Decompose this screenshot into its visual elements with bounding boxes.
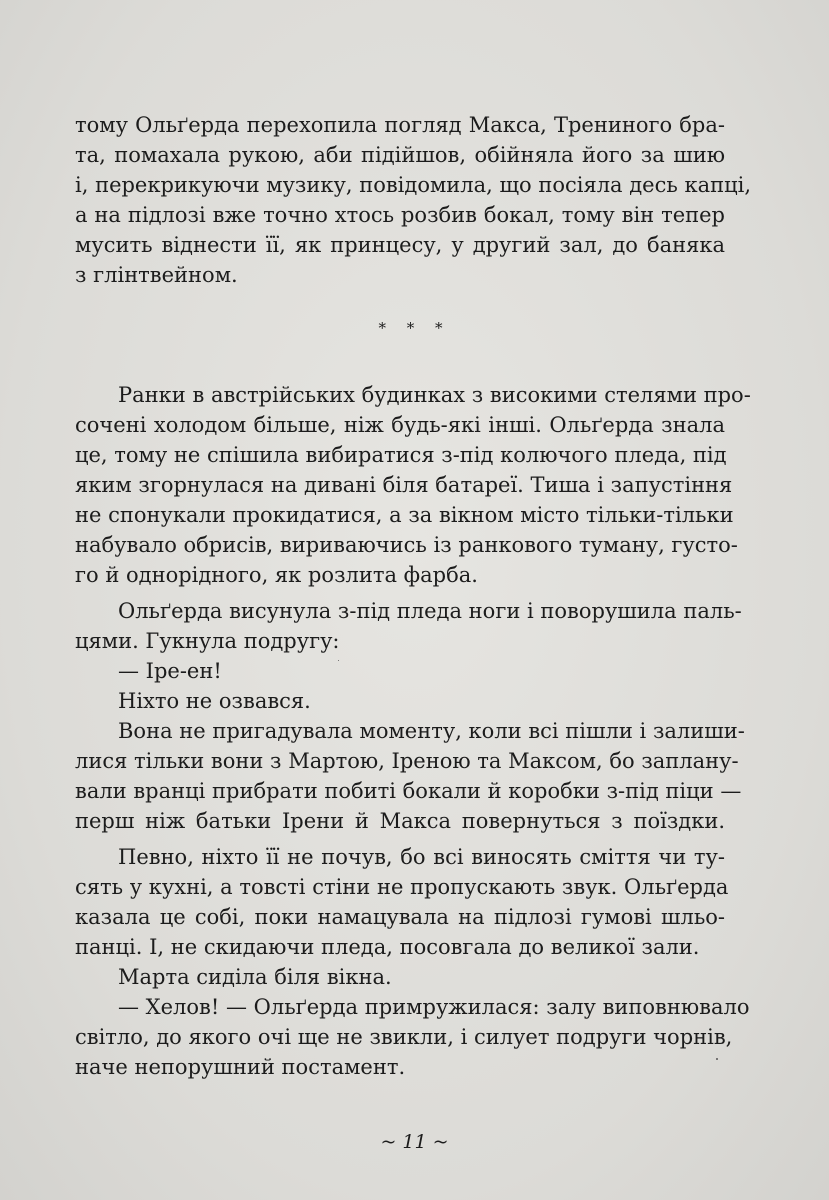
text-line: мусить віднести її, як принцесу, у другий зал, до баняка [75,233,725,257]
text-line: набувало обрисів, вириваючись із ранкового туману, густо- [75,533,738,557]
text-line: панці. І, не скидаючи пледа, посовгала до великої зали. [75,935,700,959]
text-line: перш ніж батьки Ірени й Макса повернуться з поїздки. [75,809,725,833]
text-line: вали вранці прибрати побиті бокали й коробки з-під піци — [75,779,742,803]
dialogue-line: — Хелов! — Ольґерда примружилася: залу виповнювало [118,995,750,1019]
dialogue-line: — Іре-ен! [118,659,222,683]
text-line: тому Ольґерда перехопила погляд Макса, Трениного бра- [75,113,725,137]
text-line: Вона не пригадувала моменту, коли всі пішли і залиши- [118,719,745,743]
paper-speck [338,660,339,661]
text-line: лися тільки вони з Мартою, Іреною та Максом, бо заплану- [75,749,739,773]
text-line: Ольґерда висунула з-під пледа ноги і поворушила паль- [118,599,742,623]
text-line: з глінтвейном. [75,263,238,287]
page-number: ~ 11 ~ [380,1131,449,1153]
text-line: наче непорушний постамент. [75,1055,406,1079]
text-line: це, тому не спішила вибиратися з-під колючого пледа, під [75,443,727,467]
text-line: і, перекрикуючи музику, повідомила, що посіяла десь капці, [75,173,752,197]
text-line: Певно, ніхто її не почув, бо всі виносять сміття чи ту- [118,845,725,869]
text-line: сочені холодом більше, ніж будь-які інші. Ольґерда знала [75,413,725,437]
text-line: не спонукали прокидатися, а за вікном місто тільки-тільки [75,503,734,527]
text-line: сять у кухні, а товсті стіни не пропускають звук. Ольґерда [75,875,729,899]
text-line: цями. Гукнула подругу: [75,629,340,653]
text-line: світло, до якого очі ще не звикли, і силует подруги чорнів, [75,1025,733,1049]
section-break: * * * [378,319,451,337]
text-line: яким згорнулася на дивані біля батареї. Тиша і запустіння [75,473,733,497]
text-line: казала це собі, поки намацувала на підлозі гумові шльо- [75,905,725,929]
text-line: Марта сиділа біля вікна. [118,965,392,989]
paper-speck [716,1058,718,1060]
text-line: та, помахала рукою, аби підійшов, обійняла його за шию [75,143,725,167]
text-line: Ніхто не озвався. [118,689,311,713]
text-line: Ранки в австрійських будинках з високими стелями про- [118,383,751,407]
text-line: а на підлозі вже точно хтось розбив бокал, тому він тепер [75,203,725,227]
text-line: го й однорідного, як розлита фарба. [75,563,478,587]
